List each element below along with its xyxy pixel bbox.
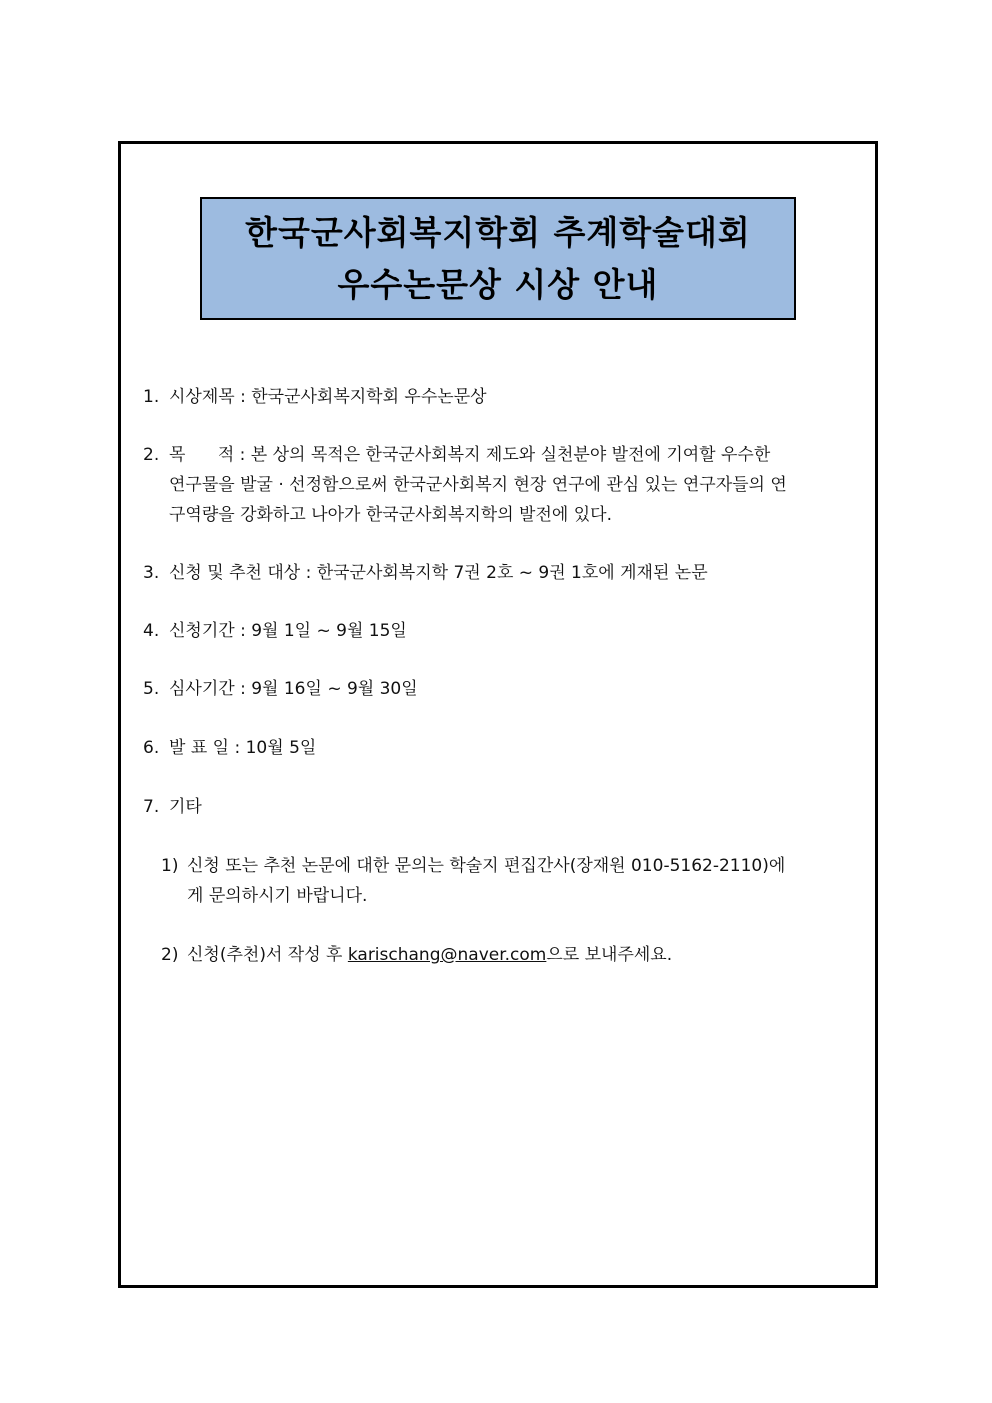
sub-item-text-before: 신청(추천)서 작성 후 xyxy=(187,945,348,965)
item-text: 발 표 일 : 10월 5일 xyxy=(169,738,317,758)
title-box xyxy=(200,197,796,320)
item-announcement-date xyxy=(143,733,855,763)
item-other xyxy=(143,792,855,822)
item-text-line-2: 연구물을 발굴 · 선정함으로써 한국군사회복지 현장 연구에 관심 있는 연구자들의 연 xyxy=(169,475,787,495)
sub-item-text-line-1: 신청 또는 추천 논문에 대한 문의는 학술지 편집간사(장재원 010-5162-2110)에 xyxy=(187,856,786,876)
title-line-1: 한국군사회복지학회 추계학술대회 xyxy=(245,212,751,252)
item-number: 4. xyxy=(143,621,160,641)
item-number: 2. xyxy=(143,445,160,465)
item-number: 5. xyxy=(143,679,160,699)
item-purpose xyxy=(143,440,855,530)
item-text-line-3: 구역량을 강화하고 나아가 한국군사회복지학의 발전에 있다. xyxy=(169,505,612,525)
item-number: 7. xyxy=(143,797,160,817)
item-text: 신청기간 : 9월 1일 ~ 9월 15일 xyxy=(169,621,407,641)
item-text-line-1: 목 적 : 본 상의 목적은 한국군사회복지 제도와 실천분야 발전에 기여할 우수한 xyxy=(169,445,771,465)
email-link[interactable]: karischang@naver.com xyxy=(347,945,547,965)
item-number: 3. xyxy=(143,563,160,583)
item-text: 심사기간 : 9월 16일 ~ 9월 30일 xyxy=(169,679,418,699)
item-number: 6. xyxy=(143,738,160,758)
sub-item-text-after: 으로 보내주세요. xyxy=(546,945,673,965)
item-review-period xyxy=(143,674,855,704)
item-number: 1. xyxy=(143,387,160,407)
title-line-2: 우수논문상 시상 안내 xyxy=(337,264,659,304)
item-application-period xyxy=(143,616,855,646)
sub-item-submission xyxy=(161,940,851,970)
item-eligibility xyxy=(143,558,855,588)
item-award-title xyxy=(143,382,855,412)
sub-item-inquiry xyxy=(161,851,851,911)
sub-item-text-line-2: 게 문의하시기 바랍니다. xyxy=(187,886,368,906)
sub-item-number: 2) xyxy=(161,945,179,965)
item-text: 시상제목 : 한국군사회복지학회 우수논문상 xyxy=(169,387,487,407)
document-frame xyxy=(118,141,878,1288)
item-text: 기타 xyxy=(169,797,202,817)
sub-item-number: 1) xyxy=(161,856,179,876)
item-text: 신청 및 추천 대상 : 한국군사회복지학 7권 2호 ~ 9권 1호에 게재된 논문 xyxy=(169,563,708,583)
sub-item-text xyxy=(187,940,851,970)
